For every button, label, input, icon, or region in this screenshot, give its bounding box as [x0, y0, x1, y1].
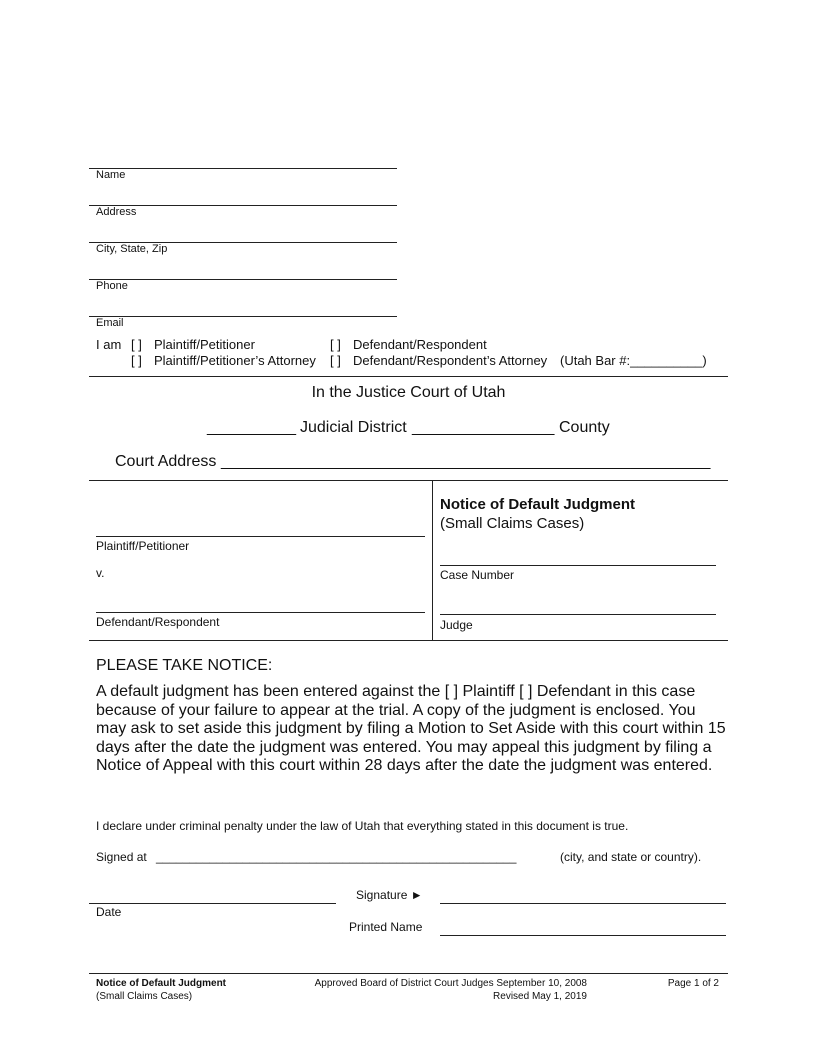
caption-divider	[432, 480, 433, 640]
court-address-blank[interactable]: _______________________________________________________	[221, 453, 711, 470]
versus-label: v.	[96, 566, 105, 580]
phone-line[interactable]	[89, 279, 397, 280]
signature-line[interactable]	[440, 903, 726, 904]
district-blank[interactable]: __________	[207, 419, 296, 436]
date-label: Date	[96, 905, 122, 919]
email-label: Email	[96, 317, 124, 329]
defendant-label: Defendant/Respondent	[96, 615, 220, 629]
notice-body: A default judgment has been entered against the [ ] Plaintiff [ ] Defendant in this case because of your failure to appear at the trial. A copy of the judgment is enclosed. You may ask to set aside this judgment by filing a Motion to Set Aside with this court within 15 days after the date the judgment was entered. You may appeal this judgment by filing a Notice of Appeal with this court within 28 days after the date the judgment was entered.	[96, 683, 726, 775]
defendant-name-line[interactable]	[96, 612, 425, 613]
plaintiff-option: Plaintiff/Petitioner	[154, 337, 255, 352]
date-line[interactable]	[89, 903, 336, 904]
city-state-country-label: (city, and state or country).	[560, 850, 702, 864]
footer-form-title: Notice of Default Judgment	[96, 978, 227, 989]
utah-bar-number[interactable]: (Utah Bar #:__________)	[560, 353, 707, 368]
footer-form-subtitle: (Small Claims Cases)	[96, 991, 193, 1002]
phone-label: Phone	[96, 280, 128, 292]
footer-revised: Revised May 1, 2019	[493, 991, 587, 1002]
printed-name-line[interactable]	[440, 935, 726, 936]
defendant-option: Defendant/Respondent	[353, 337, 487, 352]
printed-name-label: Printed Name	[349, 920, 423, 934]
court-address-label: Court Address	[115, 453, 217, 470]
county-label: County	[559, 419, 610, 436]
footer-divider	[89, 973, 728, 974]
signature-label: Signature ►	[356, 888, 423, 902]
document-title: Notice of Default Judgment	[440, 496, 636, 513]
defendant-checkbox[interactable]: [ ]	[330, 337, 341, 352]
section-divider	[89, 376, 728, 377]
county-blank[interactable]: ________________	[412, 419, 555, 436]
plaintiff-attorney-option: Plaintiff/Petitioner’s Attorney	[154, 353, 316, 368]
defendant-attorney-option: Defendant/Respondent’s Attorney	[353, 353, 548, 368]
plaintiff-name-line[interactable]	[96, 536, 425, 537]
court-title: In the Justice Court of Utah	[311, 384, 506, 401]
city-state-zip-label: City, State, Zip	[96, 243, 168, 255]
judicial-district-label: Judicial District	[300, 419, 407, 436]
case-number-label: Case Number	[440, 568, 515, 582]
name-line[interactable]	[89, 168, 397, 169]
plaintiff-attorney-checkbox[interactable]: [ ]	[131, 353, 142, 368]
defendant-attorney-checkbox[interactable]: [ ]	[330, 353, 341, 368]
email-line[interactable]	[89, 316, 397, 317]
footer-page-number: Page 1 of 2	[667, 978, 719, 989]
i-am-label: I am	[96, 337, 122, 352]
plaintiff-label: Plaintiff/Petitioner	[96, 539, 190, 553]
footer-approved: Approved Board of District Court Judges September 10, 2008	[314, 978, 587, 989]
plaintiff-checkbox[interactable]: [ ]	[131, 337, 142, 352]
caption-bottom-border	[89, 640, 728, 641]
notice-heading: PLEASE TAKE NOTICE:	[96, 657, 273, 674]
signed-at-blank[interactable]: ______________________________________________________	[156, 850, 517, 864]
judge-line[interactable]	[440, 614, 716, 615]
caption-top-border	[89, 480, 728, 481]
signed-at-label: Signed at	[96, 850, 147, 864]
declaration-text: I declare under criminal penalty under the law of Utah that everything stated in this document is true.	[96, 819, 629, 833]
judge-label: Judge	[440, 618, 473, 632]
name-label: Name	[96, 169, 126, 181]
document-subtitle: (Small Claims Cases)	[440, 515, 585, 532]
address-label: Address	[96, 206, 137, 218]
case-number-line[interactable]	[440, 565, 716, 566]
